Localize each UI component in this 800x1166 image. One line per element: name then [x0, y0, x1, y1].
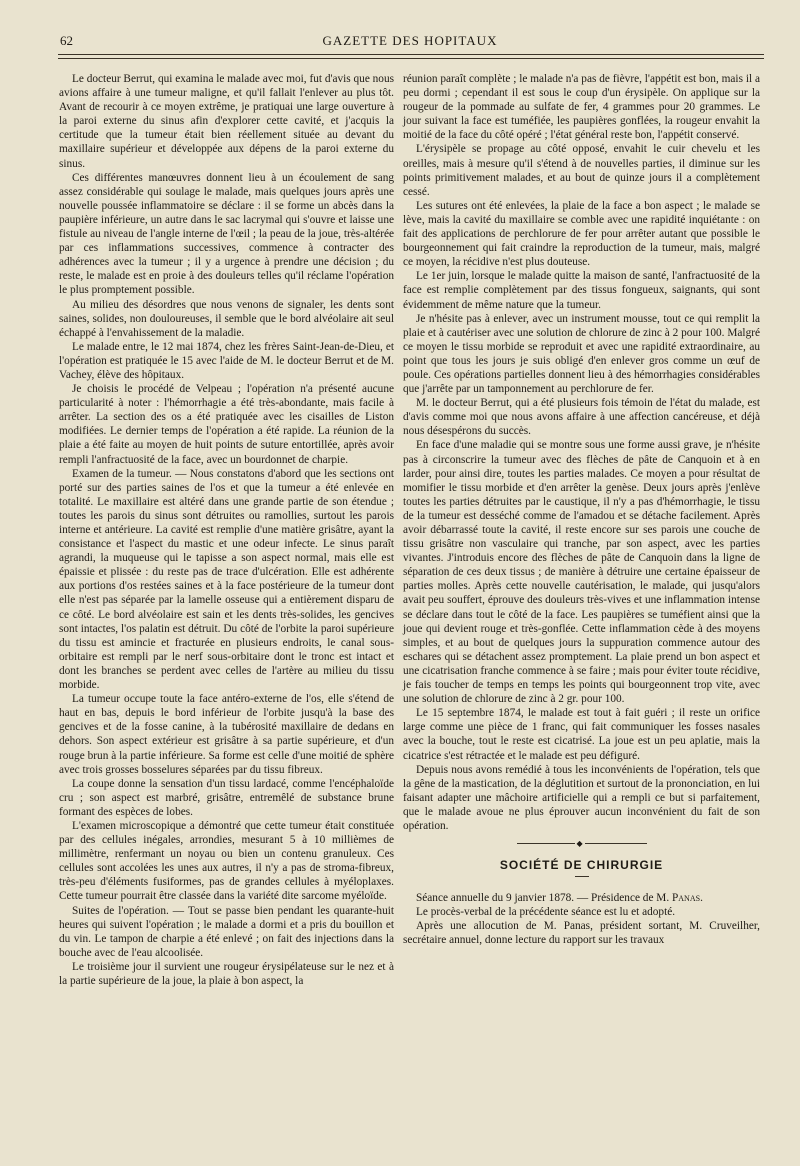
president-name: Panas — [671, 892, 701, 905]
journal-title: GAZETTE DES HOPITAUX — [322, 33, 498, 48]
paragraph: Le 15 septembre 1874, le malade est tout à fait guéri ; il reste un orifice large comme une pièce de 1 franc, qui fait communiquer les fosses nasales avec la bouche, tout le reste est cicatrisé. La joue est un peu aplatie, mais la cicatrice s'est rétractée et le malade est peu défiguré. — [403, 707, 760, 762]
header-rule-bottom — [58, 58, 764, 59]
paragraph: Le docteur Berrut, qui examina le malade avec moi, fut d'avis que nous avions affaire à une tumeur maligne, et qu'il fallait l'enlever au plus tôt. Avant de recourir à ce moyen extrême, je pratiquai une large ouverture à la paroi externe du sinus afin d'explorer cette cavité, et j'acquis la certitude que la tumeur était bien réellement située au devant du maxillaire supérieur et développée aux dépens de la paroi externe du sinus. — [59, 73, 395, 170]
paragraph: Au milieu des désordres que nous venons de signaler, les dents sont saines, solides, non douloureuses, il semble que le bord alvéolaire ait seul échappé à l'envahissement de la maladie. — [59, 298, 394, 339]
paragraph: Depuis nous avons remédié à tous les inconvénients de l'opération, tels que la gêne de la mastication, de la déglutition et surtout de la prononciation, en lui faisant adapter une mâchoire artificielle qui a rempli ce but si parfaitement, que le malade avoue ne plus éprouver aucun inconvénient du fait de son opération. — [403, 763, 761, 832]
paragraph: Je n'hésite pas à enlever, avec un instrument mousse, tout ce qui remplit la plaie et à cautériser avec une solution de chlorure de zinc à 2 pour 100. Malgré ce moyen le tissu morbide se reproduit et avec une rapidité extraordinaire, au point que tous les jours je suis obligé d'en enlever gros comme un œuf de poule. Ces opérations partielles donnent lieu à des hémorrhagies considérables que j'arrête par un tamponnement au perchlorure de fer. — [403, 312, 760, 396]
session-end: . — [700, 892, 703, 905]
paragraph: La tumeur occupe toute la face antéro-externe de l'os, elle s'étend de haut en bas, depuis le bord inférieur de l'orbite jusqu'à la base des gencives et de la fosse canine, à la tubérosité maxillaire de dedans en dehors. Son aspect extérieur est grisâtre à sa partie supérieure, et d'un rouge brun à la partie inférieure. Sa forme est celle d'une moitié de sphère avec trois grosses bosselures séparées par du tissu fibreux. — [59, 693, 394, 776]
title-underline — [575, 876, 589, 877]
header-rule-top — [58, 54, 764, 55]
session-text: Séance annuelle du 9 janvier 1878. — Présidence de M. — [416, 892, 672, 905]
paragraph: En face d'une maladie qui se montre sous une forme aussi grave, je n'hésite pas à circonscrire la tumeur avec des flèches de pâte de Canquoin et à en larder, pour ainsi dire, toutes les parties malades. Ce moyen a pour résultat de momifier le tissu morbide et d'en arrêter la genèse. Deux jours après j'enlève toutes les parties détruites par le caustique, il n'y a pas d'hémorrhagie, le tissu de la tumeur est desséché comme de l'amadou et se détache facilement. Après avoir débarrassé toute la cavité, il reste encore sur ses parois une couche de tissu grisâtre non vasculaire qui tranche, par son aspect, avec les parties vivantes. J'introduis encore des flèches de pâte de Canquoin dans la ligne de séparation de ces deux tissus ; de manière à détruire une certaine épaisseur de parties molles. Après cette nouvelle cautérisation, le malade, qui jusqu'alors avait peu souffert, éprouve des douleurs très-vives et une inflammation intense se déclare dans tout le côté de la face. Les paupières se tuméfient ainsi que la joue qui devient rouge et très-gonflée. Cette inflammation cède à des moyens simples, et au bout de quelques jours la suppuration commence autour des eschares qui se détachent assez promptement. La plaie prend un bon aspect et une cicatrisation franche commence à se faire ; mais pour éviter toute récidive, je fais toucher de temps en temps les points qui bourgeonnent trop vite, avec une solution de chlorure de zinc à 2 gr. pour 100. — [403, 439, 760, 706]
paragraph: Ces différentes manœuvres donnent lieu à un écoulement de sang assez considérable qui soulage le malade, mais quelques jours après une nouvelle poussée inflammatoire se déclare : il se forme un abcès dans la paupière inférieure, un autre dans le sac lacrymal qui s'ouvre et laisse une fistule au niveau de l'angle interne de l'œil ; la peau de la joue, très-altérée par ces inflammations successives, commence à contracter des adhérences avec la tumeur ; il y a urgence à prendre une décision ; du reste, le malade est en proie à des douleurs telles qu'il réclame l'opération le plus promptement possible. — [59, 171, 394, 297]
right-column — [403, 72, 760, 948]
paragraph: réunion paraît complète ; le malade n'a pas de fièvre, l'appétit est bon, mais il a peu dormi ; cependant il est sous le coup d'un érysipèle. On applique sur la rougeur de la pommade au sulfate de fer, 4 grammes pour 20 grammes. Le jour suivant la face est tuméfiée, les paupières gonflées, la rougeur envahit la moitié de la face du côté opéré ; l'état général reste bon, l'appétit conservé. — [403, 73, 760, 142]
paragraph: Le procès-verbal de la précédente séance est lu et adopté. — [416, 906, 676, 919]
section-title: SOCIÉTÉ DE CHIRURGIE — [499, 858, 664, 873]
paragraph: Les sutures ont été enlevées, la plaie de la face a bon aspect ; le malade se lève, mais la cavité du maxillaire se comble avec une rapidité inquiétante : on fait des applications de perchlorure de fer pour arrêter autant que possible le bourgeonnement qui fait craindre la reproduction de la tumeur, mais, malgré ce moyen, la récidive n'est plus douteuse. — [403, 199, 760, 269]
paragraph: M. le docteur Berrut, qui a été plusieurs fois témoin de l'état du malade, est d'avis comme moi que nous avons affaire à une affection cancéreuse, et déjà nous désespérons du succès. — [403, 397, 760, 438]
paragraph: Le malade entre, le 12 mai 1874, chez les frères Saint-Jean-de-Dieu, et l'opération est pratiquée le 15 avec l'aide de M. le docteur Berrut et de M. Vachey, élève des hôpitaux. — [59, 340, 394, 381]
paragraph: Je choisis le procédé de Velpeau ; l'opération n'a présenté aucune particularité à noter : l'hémorrhagie a été très-abondante, mais facile à arrêter. La section des os a été pratiquée avec les cisailles de Liston modifiées. Le dernier temps de l'opération a été rapide. La réunion de la plaie a été faite au moyen de huit points de suture entortillée, après avoir rempli l'anfractuosité de la face, avec un bourdonnet de charpie. — [59, 383, 394, 466]
session-line — [403, 891, 760, 905]
paragraph: Le 1er juin, lorsque le malade quitte la maison de santé, l'anfractuosité de la face est remplie complètement par des tissus fongueux, saignants, qui sont évidemment de même nature que la tumeur. — [403, 270, 760, 311]
paragraph: Après une allocution de M. Panas, président sortant, M. Cruveilher, secrétaire annuel, donne lecture du rapport sur les travaux — [403, 920, 760, 947]
page-number: 62 — [60, 33, 73, 48]
section-divider — [517, 843, 647, 844]
paragraph: Examen de la tumeur. — Nous constatons d'abord que les sections ont porté sur des parties saines de l'os et que la tumeur a été enlevée en totalité. Le maxillaire est altéré dans une grande partie de son étendue ; toutes les parois du sinus sont détruites ou ramollies, surtout les parois interne et antérieure. La cavité est remplie d'une matière grisâtre, ayant la consistance et l'aspect du mastic et une odeur infecte. Le sinus paraît agrandi, la muqueuse qui le tapisse a son aspect normal, mais elle est épaissie et plissée : du reste pas de trace d'ulcération. Elle est adhérente aux portions d'os restées saines et à la face postérieure de la tumeur dont elle n'est pas séparée par la lamelle osseuse qui a entièrement disparu de ce côté. Le bord alvéolaire est sain et les dents très-solides, les gencives sont intactes, l'os palatin est détruit. Du côté de l'orbite la paroi supérieure du tissu est amincie et fracturée en plusieurs endroits, le canal sous-orbitaire est rempli par le nerf sous-orbitaire dont le tronc est intact et dont les branches se perdent avec celles de l'artère au milieu du tissu morbide. — [59, 467, 394, 692]
paragraph: L'examen microscopique a démontré que cette tumeur était constituée par des cellules inégales, arrondies, mesurant 5 à 10 millièmes de millimètre, renfermant un noyau ou bien un contenu granuleux. Ces cellules sont accolées les unes aux autres, il n'y a pas de stroma-fibreux, très-peu d'éléments fusiformes, pas de grandes cellules à myéloplaxes. Cette tumeur pourrait être classée dans la variété dite sarcome myéloïde. — [59, 819, 394, 903]
left-column — [59, 72, 394, 988]
paragraph: Le troisième jour il survient une rougeur érysipélateuse sur le nez et à la partie supérieure de la joue, la plaie à bon aspect, la — [59, 960, 394, 987]
paragraph: Suites de l'opération. — Tout se passe bien pendant les quarante-huit heures qui suivent l'opération ; le malade a dormi et a pris du bouillon et du vin. Le tampon de charpie a été enlevé ; on fait des injections dans la bouche avec de l'eau alcoolisée. — [59, 904, 394, 959]
page-header — [60, 33, 760, 53]
paragraph: L'érysipèle se propage au côté opposé, envahit le cuir chevelu et les oreilles, mais à mesure qu'il s'étend à de nouvelles parties, il diminue sur les points primitivement malades, et au bout de quinze jours il a complètement cessé. — [403, 143, 760, 198]
paragraph: La coupe donne la sensation d'un tissu lardacé, comme l'encéphaloïde cru ; son aspect est marbré, grisâtre, entremêlé de substance brune formant des espèces de lobes. — [59, 777, 394, 818]
